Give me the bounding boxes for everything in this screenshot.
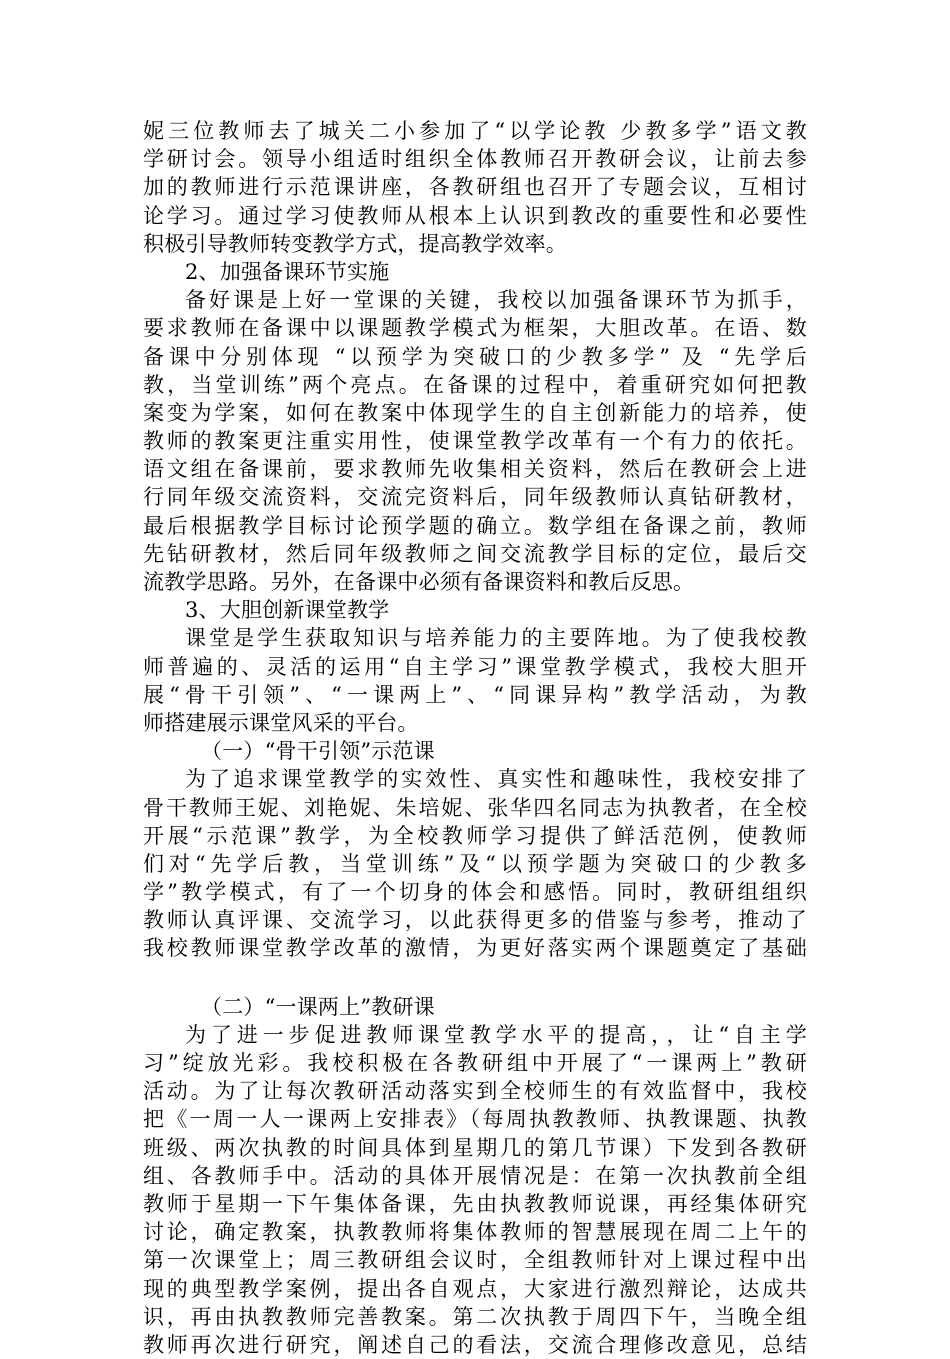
body-line: 最后根据教学目标讨论预学题的确立。数学组在备课之前，教师 [143, 513, 807, 538]
body-line: 论学习。通过学习使教师从根本上认识到教改的重要性和必要性 [143, 203, 807, 228]
body-line: 组、各教师手中。活动的具体开展情况是：在第一次执教前全组 [143, 1163, 807, 1188]
body-line: 第一次课堂上；周三教研组会议时，全组教师针对上课过程中出 [143, 1248, 807, 1273]
body-line: 识，再由执教教师完善教案。第二次执教于周四下午，当晚全组 [143, 1304, 807, 1329]
body-line: 展“骨干引领”、“一课两上”、“同课异构”教学活动，为教 [143, 682, 807, 707]
body-line: 习”绽放光彩。我校积极在各教研组中开展了“一课两上”教研 [143, 1051, 807, 1075]
body-line: 师搭建展示课堂风采的平台。 [143, 710, 419, 735]
body-line: 先钻研教材，然后同年级教师之间交流教学目标的定位，最后交 [143, 541, 807, 566]
body-line: 积极引导教师转变教学方式，提高教学效率。 [143, 231, 567, 256]
body-line: 教，当堂训练”两个亮点。在备课的过程中，着重研究如何把教 [143, 372, 807, 397]
body-line: 师普遍的、灵活的运用“自主学习”课堂教学模式，我校大胆开 [143, 654, 807, 679]
subsection-heading-1: （一）“骨干引领”示范课 [201, 739, 435, 764]
body-line: 教师的教案更注重实用性，使课堂教学改革有一个有力的依托。 [143, 429, 807, 454]
paragraph-first-line: 备好课是上好一堂课的关键，我校以加强备课环节为抓手， [185, 288, 807, 313]
body-line: 备课中分别体现 “以预学为突破口的少教多学” 及 “先学后 [143, 344, 807, 369]
body-line: 们对“先学后教，当堂训练”及“以预学题为突破口的少教多 [143, 851, 807, 876]
body-line: 我校教师课堂教学改革的激情，为更好落实两个课题奠定了基础 [143, 936, 807, 961]
section-heading-3: 3、大胆创新课堂教学 [185, 598, 390, 623]
body-line: 教师认真评课、交流学习，以此获得更多的借鉴与参考，推动了 [143, 908, 807, 933]
paragraph-gap [143, 963, 807, 993]
paragraph-first-line: 为了追求课堂教学的实效性、真实性和趣味性，我校安排了 [185, 767, 807, 792]
section-heading-2: 2、加强备课环节实施 [185, 259, 390, 284]
body-line: 开展“示范课”教学，为全校教师学习提供了鲜活范例，使教师 [143, 823, 807, 848]
body-line: 妮三位教师去了城关二小参加了“以学论教 少教多学”语文教 [143, 119, 807, 143]
body-line: 要求教师在备课中以课题教学模式为框架，大胆改革。在语、数 [143, 316, 807, 341]
body-line: 班级、两次执教的时间具体到星期几的第几节课）下发到各教研 [143, 1135, 807, 1160]
body-line: 语文组在备课前，要求教师先收集相关资料，然后在教研会上进 [143, 457, 807, 482]
subsection-heading-2: （二）“一课两上”教研课 [201, 994, 435, 1019]
body-line: 学研讨会。领导小组适时组织全体教师召开教研会议，让前去参 [143, 147, 807, 172]
body-line: 现的典型教学案例，提出各自观点，大家进行激烈辩论，达成共 [143, 1276, 807, 1301]
paragraph-first-line: 为了进一步促进教师课堂教学水平的提高，，让“自主学 [185, 1022, 807, 1047]
body-line: 案变为学案，如何在教案中体现学生的自主创新能力的培养，使 [143, 400, 807, 425]
body-line: 加的教师进行示范课讲座，各教研组也召开了专题会议，互相讨 [143, 175, 807, 200]
body-line: 教师再次进行研究，阐述自己的看法，交流合理修改意见，总结 [143, 1332, 807, 1357]
body-line: 教师于星期一下午集体备课，先由执教教师说课，再经集体研究 [143, 1191, 807, 1216]
document-body [143, 117, 807, 1359]
body-line: 活动。为了让每次教研活动落实到全校师生的有效监督中，我校 [143, 1079, 807, 1104]
body-line: 流教学思路。另外，在备课中必须有备课资料和教后反思。 [143, 570, 695, 594]
paragraph-first-line: 课堂是学生获取知识与培养能力的主要阵地。为了使我校教 [185, 626, 807, 651]
body-line: 把《一周一人一课两上安排表》（每周执教教师、执教课题、执教 [143, 1107, 807, 1132]
body-line: 讨论，确定教案，执教教师将集体教师的智慧展现在周二上午的 [143, 1220, 807, 1245]
body-line: 学”教学模式，有了一个切身的体会和感悟。同时，教研组组织 [143, 880, 807, 905]
body-line: 行同年级交流资料，交流完资料后，同年级教师认真钻研教材， [143, 485, 807, 510]
body-line: 骨干教师王妮、刘艳妮、朱培妮、张华四名同志为执教者，在全校 [143, 795, 807, 820]
